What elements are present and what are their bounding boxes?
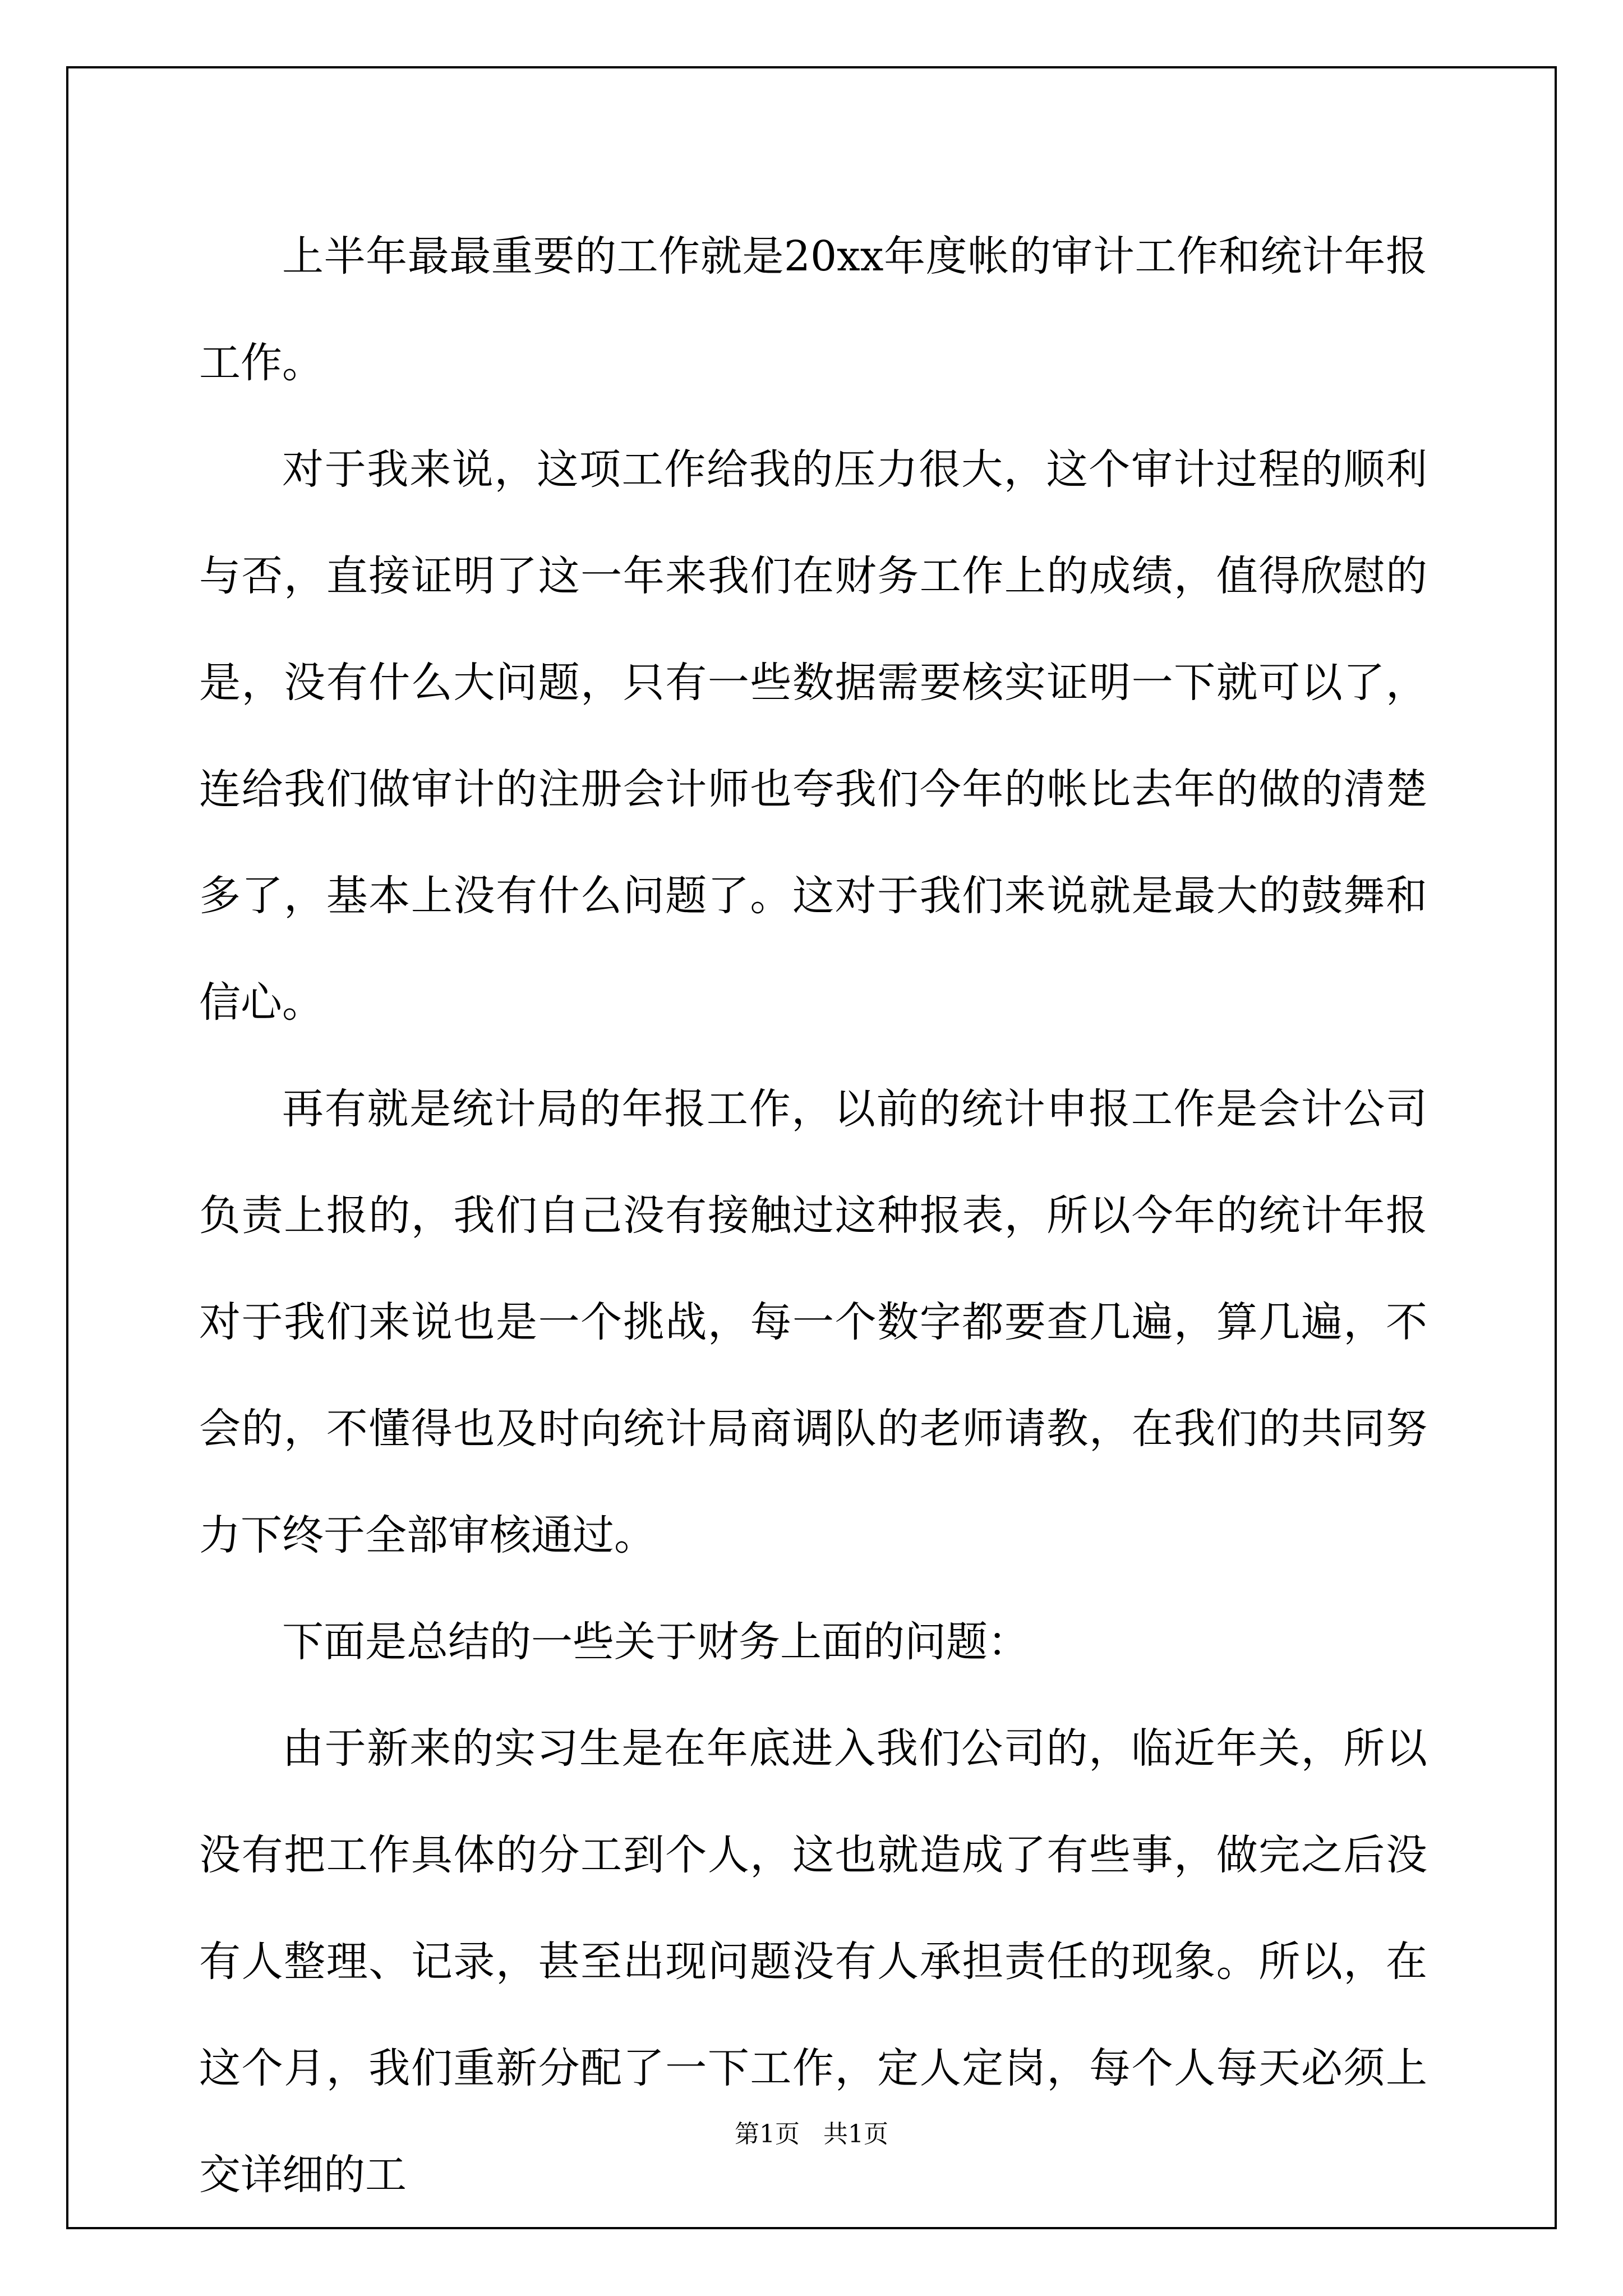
paragraph-5: 由于新来的实习生是在年底进入我们公司的，临近年关，所以没有把工作具体的分工到个人，这也就造成了有些事，做完之后没有人整理、记录，甚至出现问题没有人承担责任的现象。所以，在这个月，我们重新分配了一下工作，定人定岗，每个人每天必须上交详细的工 [199, 1724, 1427, 2199]
document-body [199, 203, 1427, 2228]
paragraph-3: 再有就是统计局的年报工作，以前的统计申报工作是会计公司负责上报的，我们自己没有接触过这种报表，所以今年的统计年报对于我们来说也是一个挑战，每一个数字都要查几遍，算几遍，不会的，不懂得也及时向统计局商调队的老师请教，在我们的共同努力下终于全部审核通过。 [199, 1085, 1427, 1559]
paragraph-4: 下面是总结的一些关于财务上面的问题： [282, 1618, 1029, 1666]
paragraph-1: 上半年最最重要的工作就是20xx年度帐的审计工作和统计年报工作。 [199, 232, 1427, 387]
paragraph-2: 对于我来说，这项工作给我的压力很大，这个审计过程的顺利与否，直接证明了这一年来我们在财务工作上的成绩，值得欣慰的是，没有什么大问题，只有一些数据需要核实证明一下就可以了，连给我们做审计的注册会计师也夸我们今年的帐比去年的做的清楚多了，基本上没有什么问题了。这对于我们来说就是最大的鼓舞和信心。 [199, 445, 1427, 1027]
page-footer: 第1页 共1页 [735, 2120, 888, 2148]
